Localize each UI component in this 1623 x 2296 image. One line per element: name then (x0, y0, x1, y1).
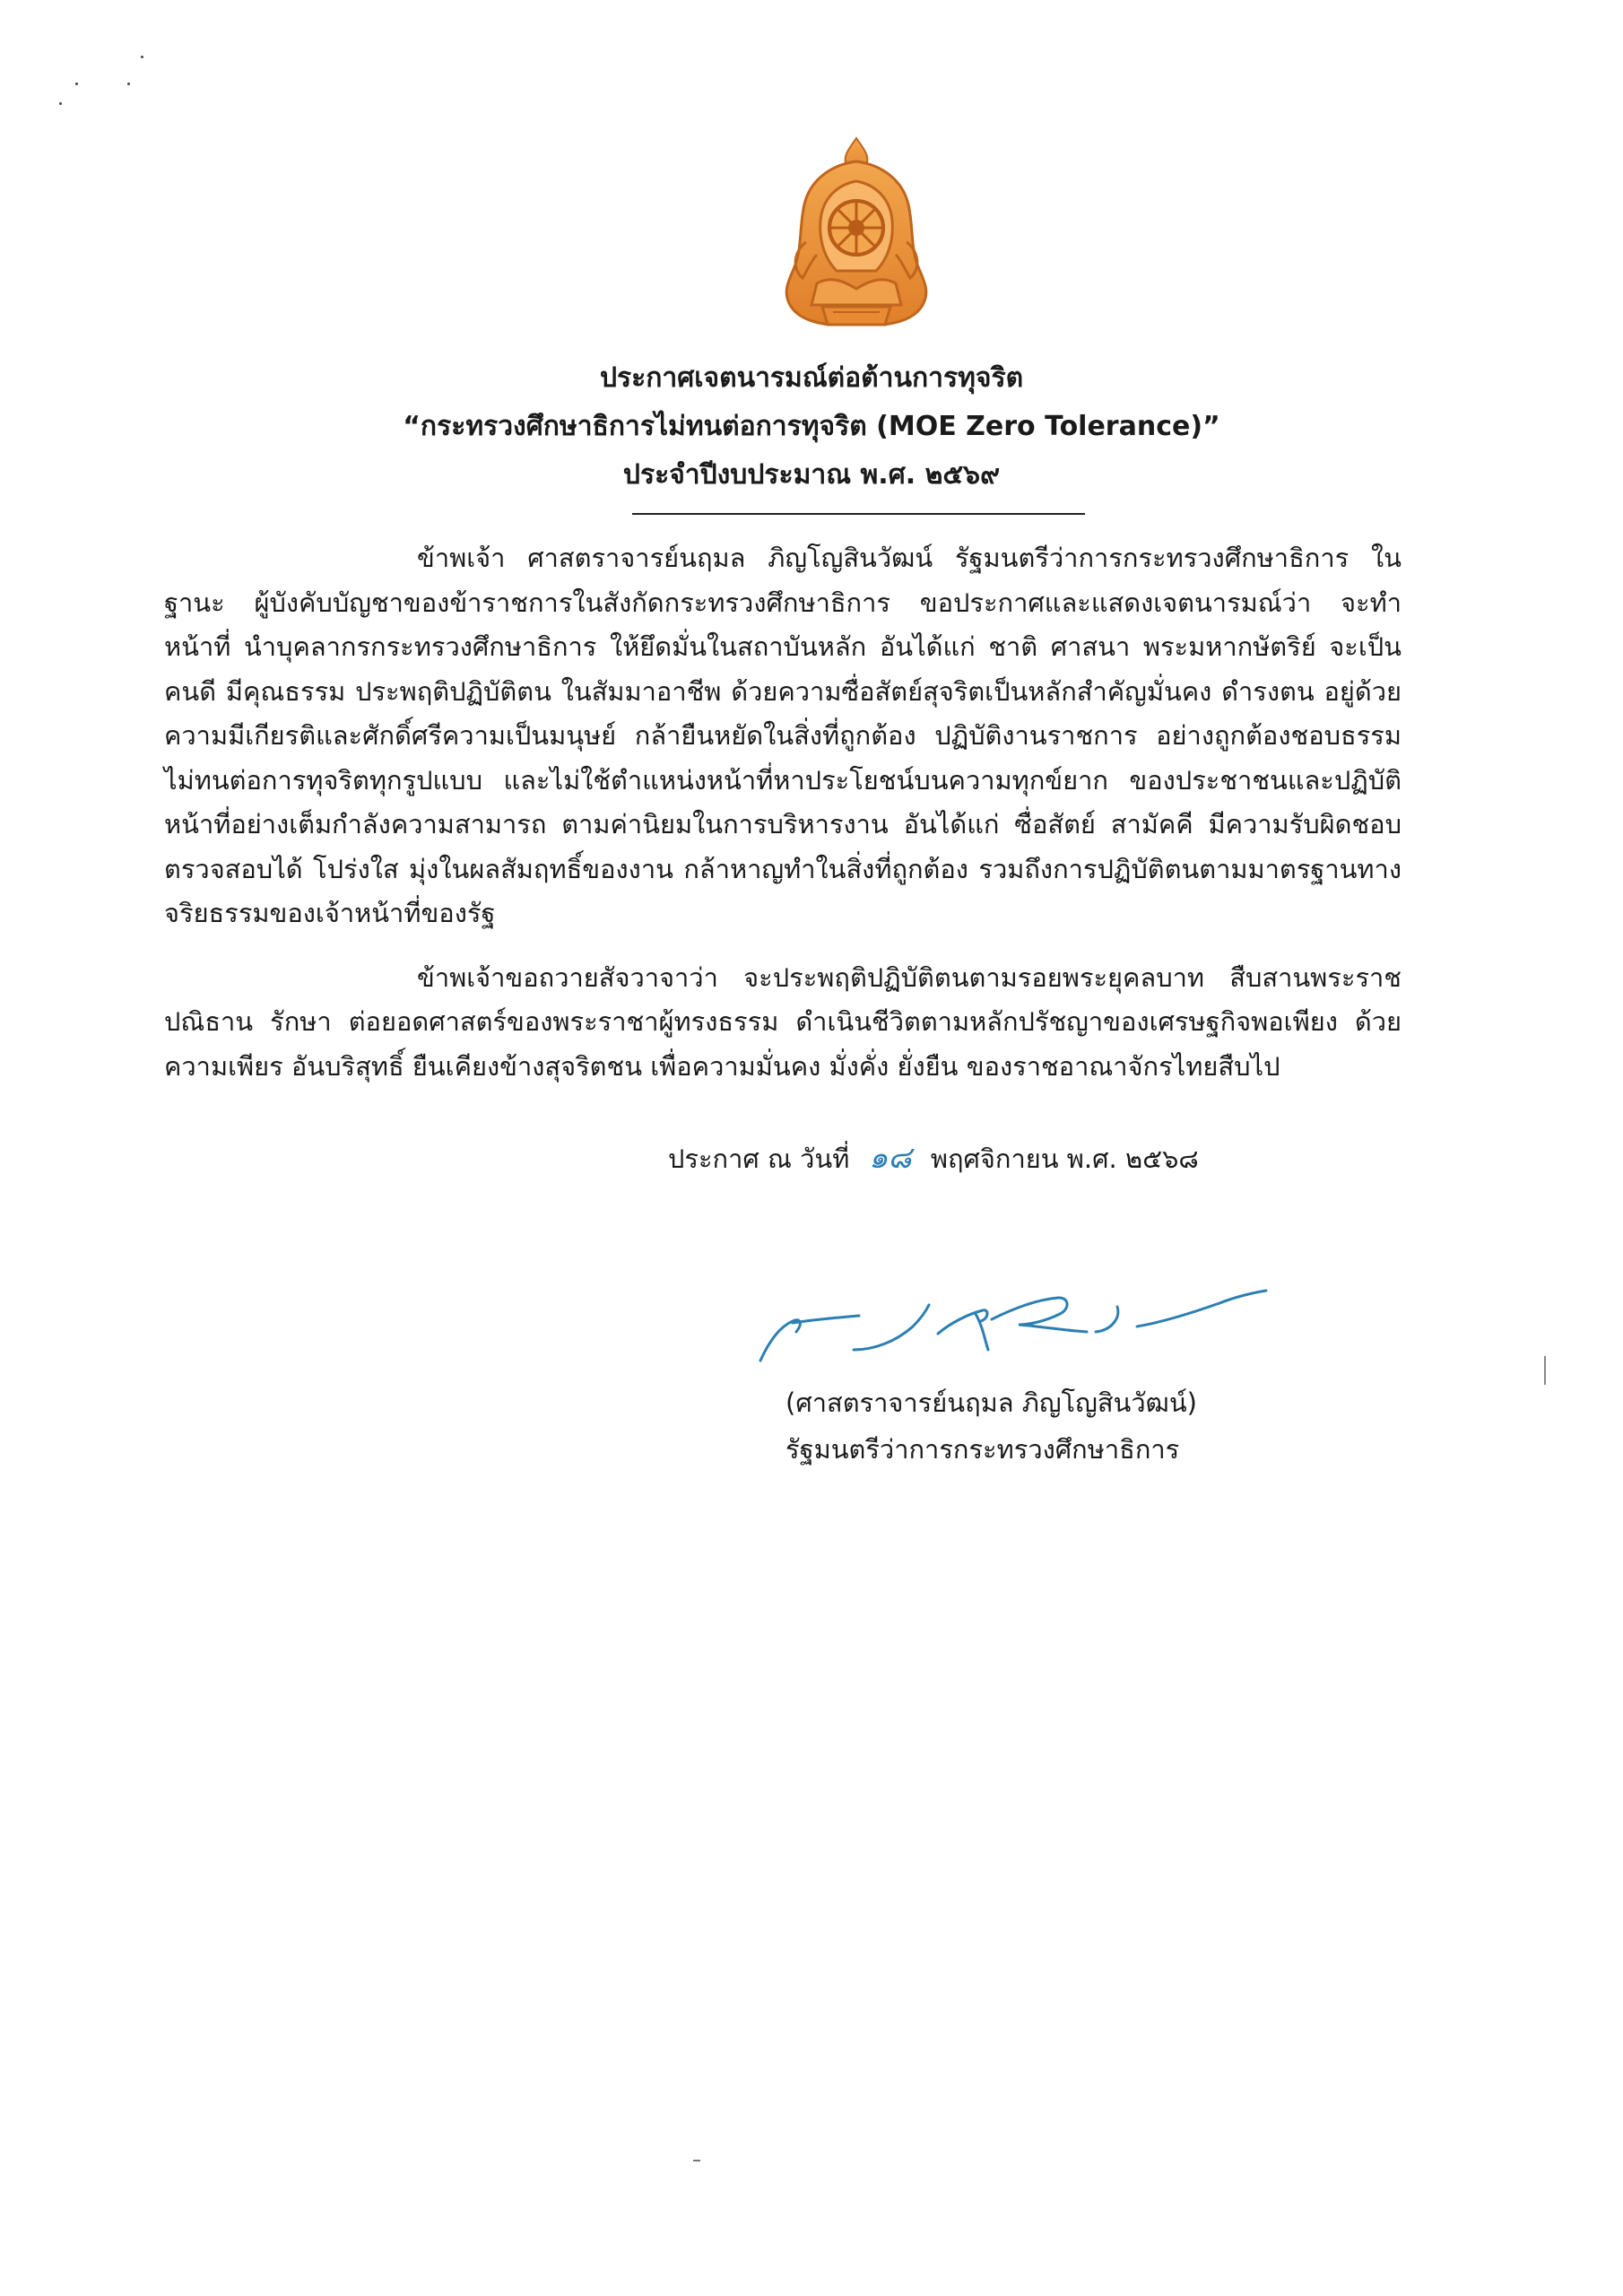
scan-speck (693, 2160, 700, 2161)
document-body (164, 536, 1402, 1089)
heading-campaign: “กระทรวงศึกษาธิการไม่ทนต่อการทุจริต (MOE Zero Tolerance)” (403, 411, 1220, 442)
scan-speck (59, 102, 62, 105)
heading-divider (632, 513, 1085, 515)
date-month-year: พฤศจิกายน พ.ศ. ๒๕๖๘ (930, 1144, 1199, 1174)
date-prefix: ประกาศ ณ วันที่ (668, 1144, 850, 1174)
scan-speck (141, 56, 143, 58)
date-day-handwritten: ๑๘ (868, 1140, 912, 1176)
heading-fiscal-year: ประจำปีงบประมาณ พ.ศ. ๒๕๖๙ (622, 459, 1001, 491)
scan-edge-mark (1544, 1356, 1546, 1385)
ministry-of-education-emblem-icon (767, 135, 946, 336)
scan-speck (75, 83, 78, 85)
document-heading (0, 354, 1623, 500)
signer-title: รัฐมนตรีว่าการกระทรวงศึกษาธิการ (785, 1434, 1180, 1465)
body-paragraph-1: ข้าพเจ้า ศาสตราจารย์นฤมล ภิญโญสินวัฒน์ รัฐมนตรีว่าการกระทรวงศึกษาธิการ ในฐานะ ผู้บังคับบัญชาของข้าราชการในสังกัดกระทรวงศึกษาธิการ ขอประกาศและแสดงเจตนารมณ์ว่า จะทำหน้าที่ นำบุคลากรกระทรวงศึกษาธิการ ให้ยึดมั่นในสถาบันหลัก อันได้แก่ ชาติ ศาสนา พระมหากษัตริย์ จะเป็นคนดี มีคุณธรรม ประพฤติปฏิบัติตน ในสัมมาอาชีพ ด้วยความซื่อสัตย์สุจริตเป็นหลักสำคัญมั่นคง ดำรงตน อยู่ด้วยความมีเกียรติและศักดิ์ศรีความเป็นมนุษย์ กล้ายืนหยัดในสิ่งที่ถูกต้อง ปฏิบัติงานราชการ อย่างถูกต้องชอบธรรม ไม่ทนต่อการทุจริตทุกรูปแบบ และไม่ใช้ตำแหน่งหน้าที่หาประโยชน์บนความทุกข์ยาก ของประชาชนและปฏิบัติหน้าที่อย่างเต็มกำลังความสามารถ ตามค่านิยมในการบริหารงาน อันได้แก่ ซื่อสัตย์ สามัคคี มีความรับผิดชอบ ตรวจสอบได้ โปร่งใส มุ่งในผลสัมฤทธิ์ของงาน กล้าหาญทำในสิ่งที่ถูกต้อง รวมถึงการปฏิบัติตนตามมาตรฐานทางจริยธรรมของเจ้าหน้าที่ของรัฐ (164, 543, 1402, 928)
scan-speck (127, 83, 130, 85)
signer-name: (ศาสตราจารย์นฤมล ภิญโญสินวัฒน์) (785, 1387, 1197, 1418)
body-paragraph-2: ข้าพเจ้าขอถวายสัจวาจาว่า จะประพฤติปฏิบัติตนตามรอยพระยุคลบาท สืบสานพระราชปณิธาน รักษา ต่อยอดศาสตร์ของพระราชาผู้ทรงธรรม ดำเนินชีวิตตามหลักปรัชญาของเศรษฐกิจพอเพียง ด้วยความเพียร อันบริสุทธิ์ ยืนเคียงข้างสุจริตชน เพื่อความมั่นคง มั่งคั่ง ยั่งยืน ของราชอาณาจักรไทยสืบไป (164, 961, 1402, 1082)
heading-title: ประกาศเจตนารมณ์ต่อต้านการทุจริต (599, 362, 1024, 394)
signer-block (785, 1379, 1197, 1473)
handwritten-signature-icon (753, 1287, 1273, 1368)
announcement-date (668, 1133, 1199, 1181)
